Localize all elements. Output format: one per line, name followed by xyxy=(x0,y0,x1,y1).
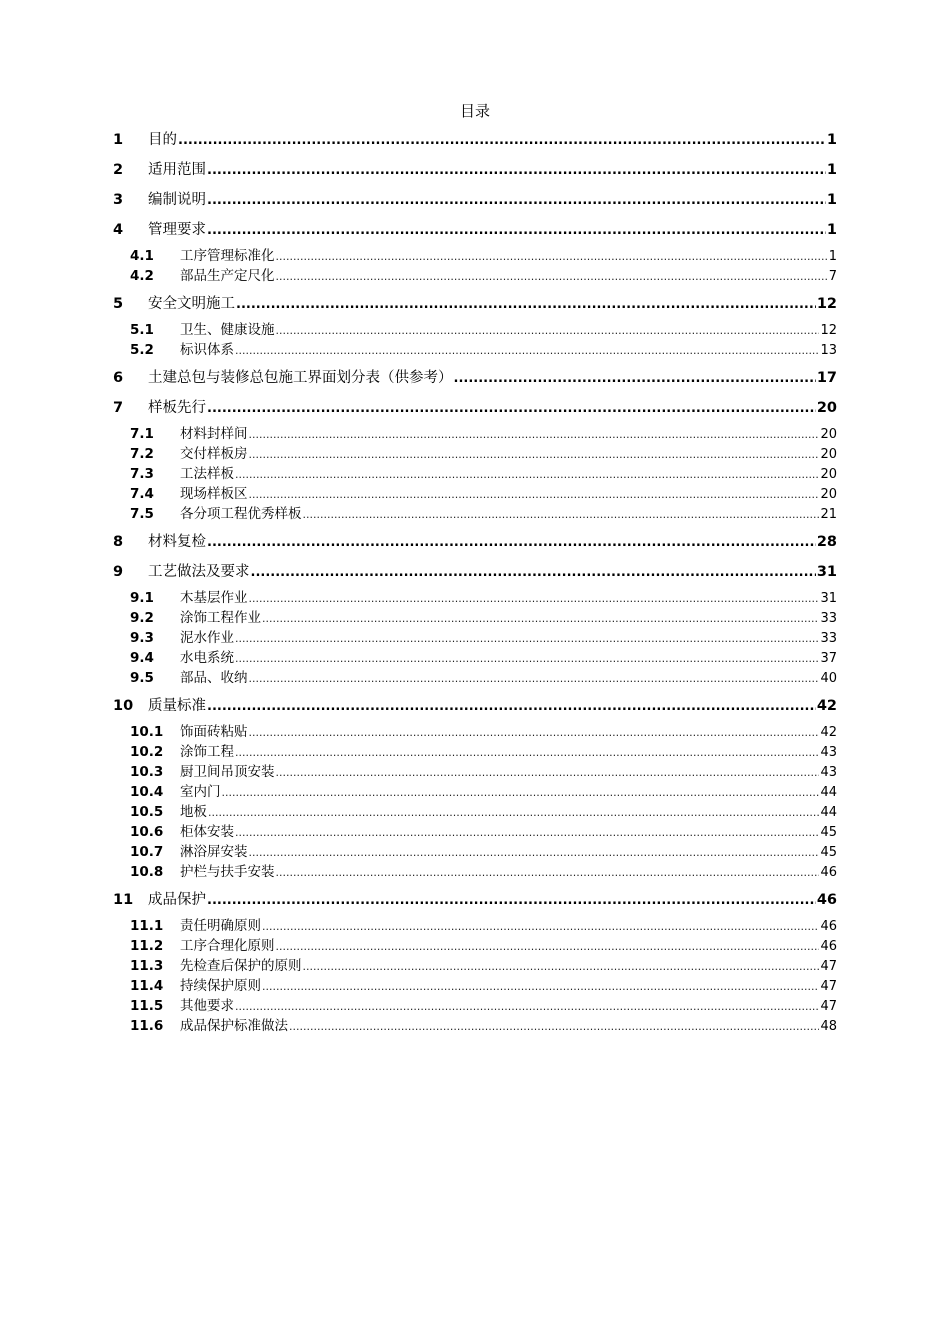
toc-entry-title: 成品保护标准做法 xyxy=(180,1018,288,1034)
toc-dot-leader xyxy=(249,726,820,739)
toc-entry-number: 8 xyxy=(113,534,124,550)
toc-entry-page: 20 xyxy=(816,400,837,416)
toc-dot-leader xyxy=(276,270,828,283)
toc-entry-page: 20 xyxy=(820,447,837,462)
toc-entry-title: 材料封样间 xyxy=(180,426,248,442)
toc-entry-number: 10.6 xyxy=(130,824,164,840)
table-of-contents xyxy=(113,128,837,1034)
toc-entry-section[interactable] xyxy=(113,800,837,820)
toc-entry-title: 卫生、健康设施 xyxy=(180,322,275,338)
toc-entry-section[interactable] xyxy=(113,244,837,264)
toc-dot-leader xyxy=(235,1000,819,1013)
toc-dot-leader xyxy=(276,250,828,263)
toc-dot-leader xyxy=(249,448,820,461)
toc-dot-leader xyxy=(235,652,819,665)
toc-dot-leader xyxy=(262,980,819,993)
toc-dot-leader xyxy=(262,920,819,933)
toc-dot-leader xyxy=(289,1020,819,1033)
toc-entry-chapter[interactable] xyxy=(113,188,837,212)
toc-entry-number: 9.5 xyxy=(130,670,154,686)
toc-entry-page: 44 xyxy=(820,785,837,800)
toc-dot-leader xyxy=(276,766,820,779)
toc-dot-leader xyxy=(235,468,819,481)
toc-entry-page: 42 xyxy=(820,725,837,740)
toc-dot-leader xyxy=(208,806,819,819)
toc-entry-section[interactable] xyxy=(113,860,837,880)
toc-entry-number: 10 xyxy=(113,698,134,714)
toc-dot-leader xyxy=(207,193,826,208)
toc-dot-leader xyxy=(235,632,819,645)
toc-entry-page: 20 xyxy=(820,467,837,482)
toc-entry-number: 5.1 xyxy=(130,322,154,338)
toc-entry-section[interactable] xyxy=(113,482,837,502)
toc-entry-page: 47 xyxy=(820,959,837,974)
toc-entry-page: 1 xyxy=(826,132,837,148)
toc-dot-leader xyxy=(235,826,819,839)
toc-dot-leader xyxy=(236,297,816,312)
toc-entry-section[interactable] xyxy=(113,934,837,954)
toc-entry-number: 10.8 xyxy=(130,864,164,880)
toc-entry-page: 46 xyxy=(816,892,837,908)
toc-entry-section[interactable] xyxy=(113,318,837,338)
toc-entry-title: 目的 xyxy=(148,132,177,148)
toc-entry-title: 现场样板区 xyxy=(180,486,248,502)
toc-entry-number: 10.7 xyxy=(130,844,164,860)
toc-entry-page: 46 xyxy=(820,919,837,934)
toc-entry-page: 31 xyxy=(820,591,837,606)
toc-dot-leader xyxy=(303,960,820,973)
toc-entry-section[interactable] xyxy=(113,974,837,994)
toc-entry-number: 2 xyxy=(113,162,124,178)
toc-entry-section[interactable] xyxy=(113,502,837,522)
toc-entry-chapter[interactable] xyxy=(113,694,837,718)
toc-entry-title: 成品保护 xyxy=(148,892,206,908)
toc-entry-title: 先检查后保护的原则 xyxy=(180,958,302,974)
toc-entry-chapter[interactable] xyxy=(113,366,837,390)
toc-entry-number: 9.4 xyxy=(130,650,154,666)
toc-entry-number: 4.2 xyxy=(130,268,154,284)
toc-entry-chapter[interactable] xyxy=(113,128,837,152)
toc-dot-leader xyxy=(276,324,820,337)
toc-entry-title: 样板先行 xyxy=(148,400,206,416)
toc-entry-page: 13 xyxy=(820,343,837,358)
toc-title: 目录 xyxy=(459,102,490,120)
toc-entry-title: 土建总包与装修总包施工界面划分表（供参考） xyxy=(148,370,453,386)
toc-entry-section[interactable] xyxy=(113,666,837,686)
toc-entry-page: 12 xyxy=(820,323,837,338)
toc-entry-title: 工法样板 xyxy=(180,466,234,482)
toc-entry-section[interactable] xyxy=(113,840,837,860)
toc-dot-leader xyxy=(454,371,816,386)
toc-entry-title: 质量标准 xyxy=(148,698,206,714)
toc-dot-leader xyxy=(235,344,819,357)
toc-entry-number: 10.3 xyxy=(130,764,164,780)
toc-entry-section[interactable] xyxy=(113,720,837,740)
toc-entry-title: 室内门 xyxy=(180,784,221,800)
toc-entry-title: 部品生产定尺化 xyxy=(180,268,275,284)
toc-entry-chapter[interactable] xyxy=(113,218,837,242)
toc-entry-number: 1 xyxy=(113,132,124,148)
toc-entry-section[interactable] xyxy=(113,954,837,974)
toc-entry-page: 28 xyxy=(816,534,837,550)
toc-entry-number: 11.5 xyxy=(130,998,164,1014)
toc-entry-title: 责任明确原则 xyxy=(180,918,261,934)
toc-entry-title: 适用范围 xyxy=(148,162,206,178)
toc-dot-leader xyxy=(251,565,816,580)
toc-entry-page: 45 xyxy=(820,825,837,840)
toc-entry-number: 4.1 xyxy=(130,248,154,264)
toc-entry-page: 20 xyxy=(820,487,837,502)
toc-entry-title: 工序合理化原则 xyxy=(180,938,275,954)
toc-entry-chapter[interactable] xyxy=(113,158,837,182)
toc-entry-title: 标识体系 xyxy=(180,342,234,358)
toc-entry-page: 42 xyxy=(816,698,837,714)
toc-entry-page: 20 xyxy=(820,427,837,442)
toc-entry-title: 木基层作业 xyxy=(180,590,248,606)
toc-entry-number: 6 xyxy=(113,370,124,386)
toc-entry-number: 9.1 xyxy=(130,590,154,606)
toc-dot-leader xyxy=(249,672,820,685)
toc-entry-title: 厨卫间吊顶安装 xyxy=(180,764,275,780)
toc-entry-section[interactable] xyxy=(113,264,837,284)
toc-dot-leader xyxy=(235,746,819,759)
toc-entry-number: 10.2 xyxy=(130,744,164,760)
toc-dot-leader xyxy=(207,699,816,714)
toc-entry-title: 材料复检 xyxy=(148,534,206,550)
toc-entry-number: 7.4 xyxy=(130,486,154,502)
toc-entry-page: 45 xyxy=(820,845,837,860)
toc-entry-number: 3 xyxy=(113,192,124,208)
toc-entry-page: 46 xyxy=(820,865,837,880)
toc-dot-leader xyxy=(249,846,820,859)
toc-dot-leader xyxy=(207,401,816,416)
toc-entry-title: 工艺做法及要求 xyxy=(148,564,250,580)
toc-entry-page: 44 xyxy=(820,805,837,820)
toc-entry-number: 11 xyxy=(113,892,134,908)
toc-entry-chapter[interactable] xyxy=(113,560,837,584)
toc-entry-page: 46 xyxy=(820,939,837,954)
toc-entry-title: 各分项工程优秀样板 xyxy=(180,506,302,522)
toc-entry-title: 泥水作业 xyxy=(180,630,234,646)
toc-entry-number: 9.2 xyxy=(130,610,154,626)
toc-entry-title: 编制说明 xyxy=(148,192,206,208)
toc-entry-section[interactable] xyxy=(113,914,837,934)
toc-dot-leader xyxy=(222,786,820,799)
toc-entry-section[interactable] xyxy=(113,462,837,482)
toc-entry-title: 涂饰工程作业 xyxy=(180,610,261,626)
toc-entry-page: 47 xyxy=(820,999,837,1014)
toc-entry-chapter[interactable] xyxy=(113,396,837,420)
toc-entry-chapter[interactable] xyxy=(113,888,837,912)
toc-entry-title: 水电系统 xyxy=(180,650,234,666)
toc-entry-number: 10.5 xyxy=(130,804,164,820)
toc-entry-number: 11.1 xyxy=(130,918,164,934)
toc-entry-page: 48 xyxy=(820,1019,837,1034)
toc-entry-title: 柜体安装 xyxy=(180,824,234,840)
toc-dot-leader xyxy=(207,163,826,178)
toc-entry-page: 43 xyxy=(820,745,837,760)
toc-entry-page: 33 xyxy=(820,631,837,646)
toc-entry-number: 10.4 xyxy=(130,784,164,800)
toc-entry-title: 地板 xyxy=(180,804,207,820)
toc-entry-section[interactable] xyxy=(113,994,837,1014)
toc-entry-section[interactable] xyxy=(113,606,837,626)
toc-entry-number: 9 xyxy=(113,564,124,580)
toc-entry-number: 4 xyxy=(113,222,124,238)
toc-entry-number: 11.4 xyxy=(130,978,164,994)
toc-entry-section[interactable] xyxy=(113,338,837,358)
toc-entry-title: 管理要求 xyxy=(148,222,206,238)
toc-entry-title: 涂饰工程 xyxy=(180,744,234,760)
toc-entry-number: 11.3 xyxy=(130,958,164,974)
toc-entry-page: 37 xyxy=(820,651,837,666)
toc-entry-section[interactable] xyxy=(113,780,837,800)
toc-entry-section[interactable] xyxy=(113,820,837,840)
toc-entry-page: 47 xyxy=(820,979,837,994)
toc-entry-section[interactable] xyxy=(113,760,837,780)
toc-entry-title: 淋浴屏安装 xyxy=(180,844,248,860)
toc-entry-page: 40 xyxy=(820,671,837,686)
toc-entry-page: 1 xyxy=(826,222,837,238)
toc-entry-chapter[interactable] xyxy=(113,530,837,554)
toc-entry-number: 11.2 xyxy=(130,938,164,954)
toc-entry-title: 部品、收纳 xyxy=(180,670,248,686)
toc-entry-section[interactable] xyxy=(113,626,837,646)
toc-entry-page: 21 xyxy=(820,507,837,522)
toc-dot-leader xyxy=(249,488,820,501)
toc-entry-page: 1 xyxy=(828,249,837,264)
toc-entry-title: 交付样板房 xyxy=(180,446,248,462)
toc-entry-page: 7 xyxy=(828,269,837,284)
toc-entry-page: 1 xyxy=(826,192,837,208)
toc-entry-title: 工序管理标准化 xyxy=(180,248,275,264)
toc-entry-number: 7.2 xyxy=(130,446,154,462)
toc-entry-chapter[interactable] xyxy=(113,292,837,316)
toc-dot-leader xyxy=(303,508,820,521)
toc-dot-leader xyxy=(249,428,820,441)
toc-dot-leader xyxy=(178,133,826,148)
toc-dot-leader xyxy=(207,535,816,550)
toc-entry-page: 43 xyxy=(820,765,837,780)
toc-entry-title: 护栏与扶手安装 xyxy=(180,864,275,880)
toc-entry-title: 安全文明施工 xyxy=(148,296,235,312)
toc-entry-number: 7.1 xyxy=(130,426,154,442)
toc-entry-page: 1 xyxy=(826,162,837,178)
toc-entry-title: 饰面砖粘贴 xyxy=(180,724,248,740)
toc-entry-number: 5.2 xyxy=(130,342,154,358)
toc-entry-page: 33 xyxy=(820,611,837,626)
toc-entry-section[interactable] xyxy=(113,586,837,606)
toc-entry-page: 17 xyxy=(816,370,837,386)
toc-entry-page: 12 xyxy=(816,296,837,312)
toc-dot-leader xyxy=(262,612,819,625)
toc-entry-number: 11.6 xyxy=(130,1018,164,1034)
toc-entry-section[interactable] xyxy=(113,442,837,462)
toc-entry-section[interactable] xyxy=(113,740,837,760)
toc-entry-page: 31 xyxy=(816,564,837,580)
toc-entry-section[interactable] xyxy=(113,422,837,442)
toc-dot-leader xyxy=(249,592,820,605)
toc-dot-leader xyxy=(276,940,820,953)
toc-dot-leader xyxy=(207,223,826,238)
toc-dot-leader xyxy=(276,866,820,879)
toc-entry-number: 5 xyxy=(113,296,124,312)
toc-entry-number: 9.3 xyxy=(130,630,154,646)
toc-entry-section[interactable] xyxy=(113,646,837,666)
toc-entry-number: 7.5 xyxy=(130,506,154,522)
toc-entry-number: 10.1 xyxy=(130,724,164,740)
toc-entry-number: 7 xyxy=(113,400,124,416)
toc-entry-section[interactable] xyxy=(113,1014,837,1034)
toc-dot-leader xyxy=(207,893,816,908)
toc-entry-title: 持续保护原则 xyxy=(180,978,261,994)
toc-entry-number: 7.3 xyxy=(130,466,154,482)
toc-entry-title: 其他要求 xyxy=(180,998,234,1014)
